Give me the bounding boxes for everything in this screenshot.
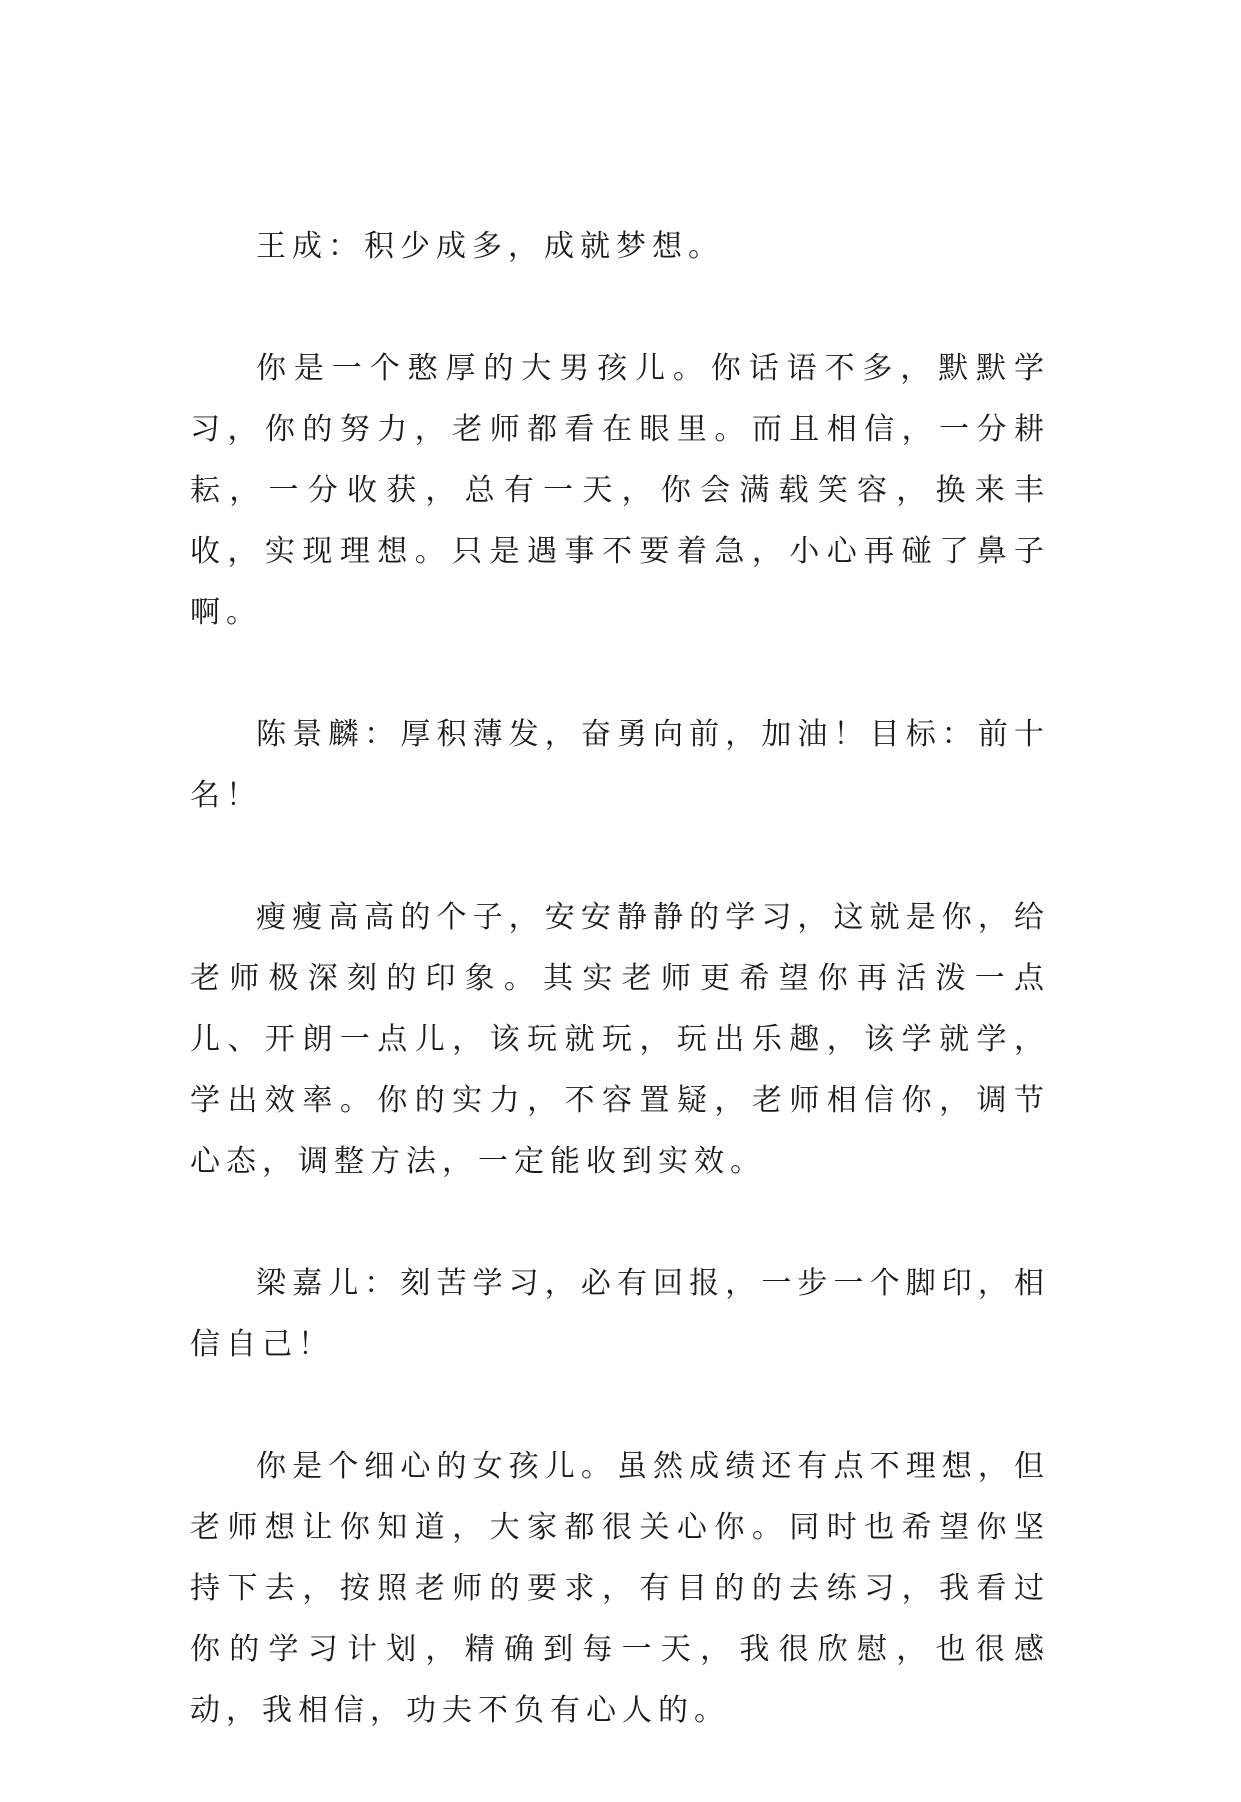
paragraph-liangjiaer-comment: 你是个细心的女孩儿。虽然成绩还有点不理想，但老师想让你知道，大家都很关心你。同时也希望你坚持下去，按照老师的要求，有目的的去练习，我看过你的学习计划，精确到每一天，我很欣慰，也很感动，我相信，功夫不负有心人的。 bbox=[190, 1449, 1050, 1728]
paragraph-wangcheng-comment: 你是一个憨厚的大男孩儿。你话语不多，默默学习，你的努力，老师都看在眼里。而且相信，一分耕耘，一分收获，总有一天，你会满载笑容，换来丰收，实现理想。只是遇事不要着急，小心再碰了鼻子啊。 bbox=[190, 351, 1050, 630]
paragraph-chenjinglin-motto: 陈景麟：厚积薄发，奋勇向前，加油！目标：前十名！ bbox=[190, 717, 1050, 813]
document-body bbox=[190, 216, 1050, 1802]
paragraph-wangcheng-motto: 王成：积少成多，成就梦想。 bbox=[256, 229, 724, 264]
paragraph-liangjiaer-motto: 梁嘉儿：刻苦学习，必有回报，一步一个脚印，相信自己！ bbox=[190, 1266, 1050, 1362]
paragraph-chenjinglin-comment: 瘦瘦高高的个子，安安静静的学习，这就是你，给老师极深刻的印象。其实老师更希望你再活泼一点儿、开朗一点儿，该玩就玩，玩出乐趣，该学就学，学出效率。你的实力，不容置疑，老师相信你，调节心态，调整方法，一定能收到实效。 bbox=[190, 900, 1050, 1179]
